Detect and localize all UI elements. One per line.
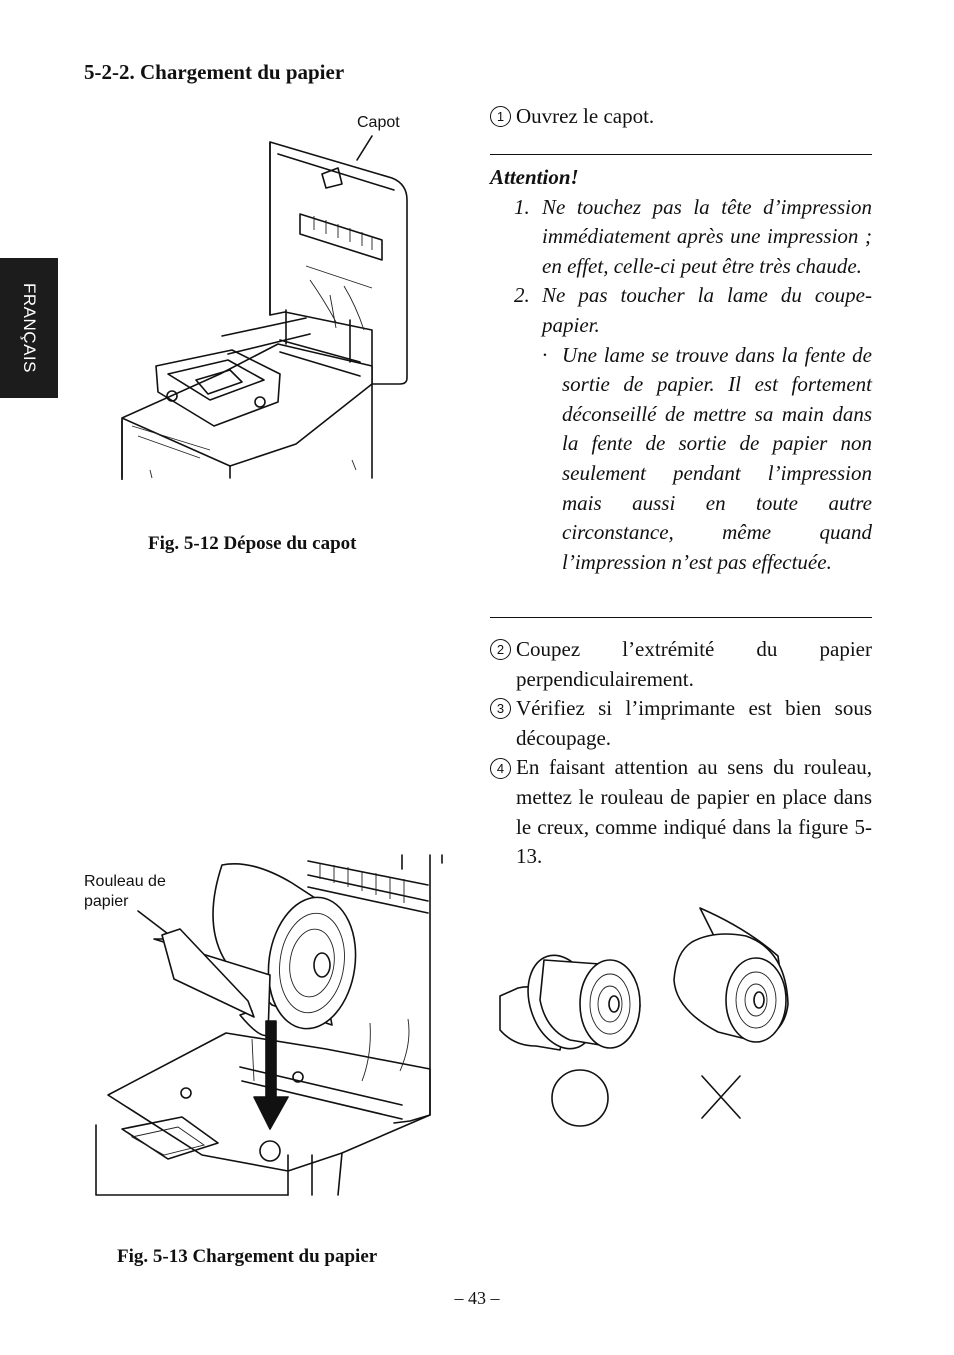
attention-box	[490, 163, 872, 577]
attention-item	[490, 281, 872, 340]
bullet-mark: ·	[542, 342, 548, 367]
step-text: Ouvrez le capot.	[516, 104, 655, 128]
section-heading: 5-2-2. Chargement du papier	[84, 60, 345, 84]
step-1	[490, 102, 872, 132]
attention-bullet	[490, 341, 872, 578]
attention-item-text: Ne touchez pas la tête d’impression immédiatement après une impression ; en effet, celle-ci peut être très chaude.	[542, 194, 872, 278]
step-text: Vérifiez si l’imprimante est bien sous découpage.	[516, 696, 872, 750]
fig1-caption: Fig. 5-12 Dépose du capot	[148, 533, 357, 554]
step-text: Coupez l’extrémité du papier perpendiculairement.	[516, 637, 872, 691]
language-tab	[0, 258, 58, 398]
step-3	[490, 694, 872, 753]
step-2	[490, 635, 872, 694]
fig1-callout: Capot	[357, 114, 400, 131]
step-number: 1	[490, 106, 511, 127]
fig1-printer-illustration	[110, 130, 430, 490]
fig2-callout-line1: Rouleau de	[84, 873, 166, 890]
fig2-loading-illustration	[82, 855, 452, 1200]
attention-bullet-text: Une lame se trouve dans la fente de sortie de papier. Il est fortement déconseillé de mettre sa main dans la fente de sortie de papier non seulement pendant l’impression mais aussi en toute autre circonstance, même quand l’impression n’est pas effectuée.	[562, 342, 872, 574]
attention-title: Attention!	[490, 165, 579, 189]
attention-item-number: 2.	[514, 283, 530, 308]
step-number: 3	[490, 698, 511, 719]
attention-top-rule	[490, 154, 872, 155]
step-number: 4	[490, 758, 511, 779]
attention-bottom-rule	[490, 617, 872, 618]
roll-orientation-illustration	[496, 900, 816, 1140]
fig2-caption: Fig. 5-13 Chargement du papier	[117, 1246, 378, 1267]
steps-list	[490, 635, 872, 872]
attention-item	[490, 193, 872, 282]
language-tab-label: FRANÇAIS	[20, 283, 39, 373]
page-number: – 43 –	[454, 1288, 500, 1308]
attention-item-text: Ne pas toucher la lame du coupe-papier.	[542, 283, 872, 337]
fig2-callout-line2: papier	[84, 893, 129, 910]
step-number: 2	[490, 639, 511, 660]
step-4	[490, 753, 872, 871]
step-text: En faisant attention au sens du rouleau, mettez le rouleau de papier en place dans le creux, comme indiqué dans la figure 5-13.	[516, 755, 872, 869]
attention-item-number: 1.	[514, 194, 530, 219]
